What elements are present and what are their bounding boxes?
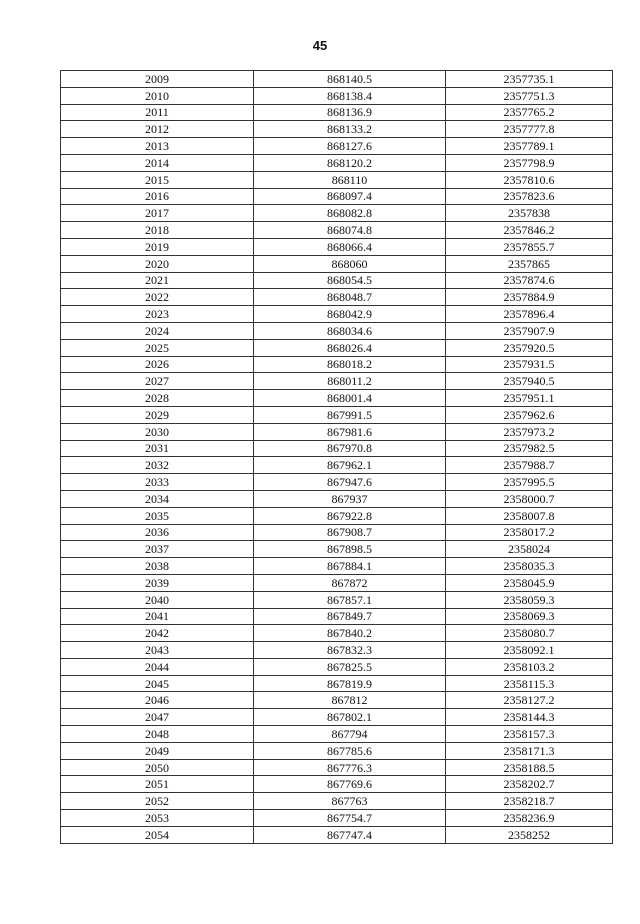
point-number-cell: 2021 [61,272,254,289]
point-number-cell: 2018 [61,222,254,239]
table-row [61,390,613,407]
table-row [61,339,613,356]
x-coordinate-cell: 867872 [254,574,446,591]
table-row [61,440,613,457]
x-coordinate-cell: 868136.9 [254,104,446,121]
point-number-cell: 2032 [61,457,254,474]
table-row [61,675,613,692]
y-coordinate-cell: 2357789.1 [446,138,613,155]
point-number-cell: 2042 [61,625,254,642]
point-number-cell: 2038 [61,558,254,575]
y-coordinate-cell: 2358157.3 [446,726,613,743]
x-coordinate-cell: 868011.2 [254,373,446,390]
point-number-cell: 2040 [61,591,254,608]
table-row [61,222,613,239]
y-coordinate-cell: 2358035.3 [446,558,613,575]
point-number-cell: 2019 [61,238,254,255]
x-coordinate-cell: 867763 [254,793,446,810]
y-coordinate-cell: 2358188.5 [446,759,613,776]
table-row [61,171,613,188]
point-number-cell: 2011 [61,104,254,121]
x-coordinate-cell: 868026.4 [254,339,446,356]
y-coordinate-cell: 2357846.2 [446,222,613,239]
y-coordinate-cell: 2358115.3 [446,675,613,692]
x-coordinate-cell: 867802.1 [254,709,446,726]
y-coordinate-cell: 2358017.2 [446,524,613,541]
point-number-cell: 2037 [61,541,254,558]
x-coordinate-cell: 868082.8 [254,205,446,222]
table-row [61,356,613,373]
x-coordinate-cell: 867785.6 [254,742,446,759]
x-coordinate-cell: 867819.9 [254,675,446,692]
x-coordinate-cell: 868140.5 [254,71,446,88]
point-number-cell: 2046 [61,692,254,709]
y-coordinate-cell: 2357751.3 [446,87,613,104]
table-row [61,154,613,171]
point-number-cell: 2026 [61,356,254,373]
y-coordinate-cell: 2357995.5 [446,474,613,491]
y-coordinate-cell: 2358252 [446,826,613,843]
y-coordinate-cell: 2357765.2 [446,104,613,121]
y-coordinate-cell: 2357735.1 [446,71,613,88]
x-coordinate-cell: 868018.2 [254,356,446,373]
x-coordinate-cell: 868042.9 [254,306,446,323]
y-coordinate-cell: 2357920.5 [446,339,613,356]
table-row [61,205,613,222]
y-coordinate-cell: 2358127.2 [446,692,613,709]
point-number-cell: 2028 [61,390,254,407]
y-coordinate-cell: 2357973.2 [446,423,613,440]
point-number-cell: 2036 [61,524,254,541]
x-coordinate-cell: 868001.4 [254,390,446,407]
table-row [61,742,613,759]
point-number-cell: 2017 [61,205,254,222]
x-coordinate-cell: 867825.5 [254,658,446,675]
x-coordinate-cell: 867754.7 [254,810,446,827]
y-coordinate-cell: 2357823.6 [446,188,613,205]
x-coordinate-cell: 868060 [254,255,446,272]
x-coordinate-cell: 868110 [254,171,446,188]
table-row [61,474,613,491]
point-number-cell: 2035 [61,507,254,524]
y-coordinate-cell: 2357810.6 [446,171,613,188]
y-coordinate-cell: 2358092.1 [446,642,613,659]
point-number-cell: 2030 [61,423,254,440]
point-number-cell: 2044 [61,658,254,675]
table-row [61,238,613,255]
x-coordinate-cell: 868074.8 [254,222,446,239]
point-number-cell: 2025 [61,339,254,356]
y-coordinate-cell: 2357865 [446,255,613,272]
x-coordinate-cell: 868054.5 [254,272,446,289]
table-row [61,642,613,659]
x-coordinate-cell: 867962.1 [254,457,446,474]
y-coordinate-cell: 2358202.7 [446,776,613,793]
table-row [61,138,613,155]
y-coordinate-cell: 2357962.6 [446,406,613,423]
point-number-cell: 2009 [61,71,254,88]
point-number-cell: 2041 [61,608,254,625]
y-coordinate-cell: 2357940.5 [446,373,613,390]
point-number-cell: 2049 [61,742,254,759]
table-row [61,558,613,575]
x-coordinate-cell: 868127.6 [254,138,446,155]
x-coordinate-cell: 868034.6 [254,322,446,339]
table-row [61,306,613,323]
table-row [61,776,613,793]
point-number-cell: 2031 [61,440,254,457]
table-row [61,692,613,709]
table-row [61,490,613,507]
table-row [61,87,613,104]
x-coordinate-cell: 868048.7 [254,289,446,306]
x-coordinate-cell: 868133.2 [254,121,446,138]
point-number-cell: 2010 [61,87,254,104]
point-number-cell: 2015 [61,171,254,188]
point-number-cell: 2022 [61,289,254,306]
y-coordinate-cell: 2358236.9 [446,810,613,827]
table-row [61,423,613,440]
y-coordinate-cell: 2357874.6 [446,272,613,289]
point-number-cell: 2029 [61,406,254,423]
x-coordinate-cell: 867812 [254,692,446,709]
y-coordinate-cell: 2358069.3 [446,608,613,625]
table-row [61,658,613,675]
point-number-cell: 2013 [61,138,254,155]
point-number-cell: 2014 [61,154,254,171]
point-number-cell: 2039 [61,574,254,591]
table-row [61,608,613,625]
table-row [61,826,613,843]
page-number: 45 [312,38,328,53]
table-row [61,272,613,289]
y-coordinate-cell: 2357777.8 [446,121,613,138]
point-number-cell: 2016 [61,188,254,205]
table-row [61,104,613,121]
point-number-cell: 2034 [61,490,254,507]
y-coordinate-cell: 2358007.8 [446,507,613,524]
point-number-cell: 2012 [61,121,254,138]
point-number-cell: 2048 [61,726,254,743]
y-coordinate-cell: 2358171.3 [446,742,613,759]
table-row [61,322,613,339]
y-coordinate-cell: 2358045.9 [446,574,613,591]
y-coordinate-cell: 2358080.7 [446,625,613,642]
table-row [61,625,613,642]
y-coordinate-cell: 2357982.5 [446,440,613,457]
table-row [61,457,613,474]
y-coordinate-cell: 2358218.7 [446,793,613,810]
x-coordinate-cell: 868066.4 [254,238,446,255]
x-coordinate-cell: 867857.1 [254,591,446,608]
point-number-cell: 2033 [61,474,254,491]
y-coordinate-cell: 2358000.7 [446,490,613,507]
x-coordinate-cell: 867776.3 [254,759,446,776]
table-row [61,759,613,776]
table-row [61,591,613,608]
y-coordinate-cell: 2357798.9 [446,154,613,171]
x-coordinate-cell: 867849.7 [254,608,446,625]
table-row [61,255,613,272]
x-coordinate-cell: 868120.2 [254,154,446,171]
point-number-cell: 2020 [61,255,254,272]
x-coordinate-cell: 867970.8 [254,440,446,457]
y-coordinate-cell: 2357896.4 [446,306,613,323]
point-number-cell: 2052 [61,793,254,810]
point-number-cell: 2043 [61,642,254,659]
point-number-cell: 2023 [61,306,254,323]
coordinates-table [60,70,613,844]
x-coordinate-cell: 867898.5 [254,541,446,558]
y-coordinate-cell: 2358103.2 [446,658,613,675]
y-coordinate-cell: 2357951.1 [446,390,613,407]
x-coordinate-cell: 867981.6 [254,423,446,440]
table-row [61,289,613,306]
table-row [61,726,613,743]
y-coordinate-cell: 2357988.7 [446,457,613,474]
y-coordinate-cell: 2357855.7 [446,238,613,255]
table-row [61,810,613,827]
x-coordinate-cell: 867769.6 [254,776,446,793]
x-coordinate-cell: 867884.1 [254,558,446,575]
table-row [61,507,613,524]
x-coordinate-cell: 867991.5 [254,406,446,423]
y-coordinate-cell: 2357931.5 [446,356,613,373]
x-coordinate-cell: 867947.6 [254,474,446,491]
x-coordinate-cell: 867794 [254,726,446,743]
x-coordinate-cell: 867908.7 [254,524,446,541]
table-row [61,121,613,138]
table-row [61,574,613,591]
table-row [61,541,613,558]
table-row [61,373,613,390]
point-number-cell: 2024 [61,322,254,339]
coordinates-table-body [61,71,613,844]
x-coordinate-cell: 867840.2 [254,625,446,642]
table-row [61,524,613,541]
x-coordinate-cell: 867922.8 [254,507,446,524]
y-coordinate-cell: 2357907.9 [446,322,613,339]
y-coordinate-cell: 2358059.3 [446,591,613,608]
table-row [61,793,613,810]
point-number-cell: 2027 [61,373,254,390]
y-coordinate-cell: 2358024 [446,541,613,558]
table-row [61,188,613,205]
point-number-cell: 2053 [61,810,254,827]
point-number-cell: 2054 [61,826,254,843]
x-coordinate-cell: 867747.4 [254,826,446,843]
point-number-cell: 2051 [61,776,254,793]
x-coordinate-cell: 868138.4 [254,87,446,104]
y-coordinate-cell: 2357884.9 [446,289,613,306]
y-coordinate-cell: 2358144.3 [446,709,613,726]
table-row [61,709,613,726]
point-number-cell: 2045 [61,675,254,692]
y-coordinate-cell: 2357838 [446,205,613,222]
point-number-cell: 2050 [61,759,254,776]
table-row [61,406,613,423]
table-row [61,71,613,88]
x-coordinate-cell: 868097.4 [254,188,446,205]
x-coordinate-cell: 867937 [254,490,446,507]
x-coordinate-cell: 867832.3 [254,642,446,659]
point-number-cell: 2047 [61,709,254,726]
